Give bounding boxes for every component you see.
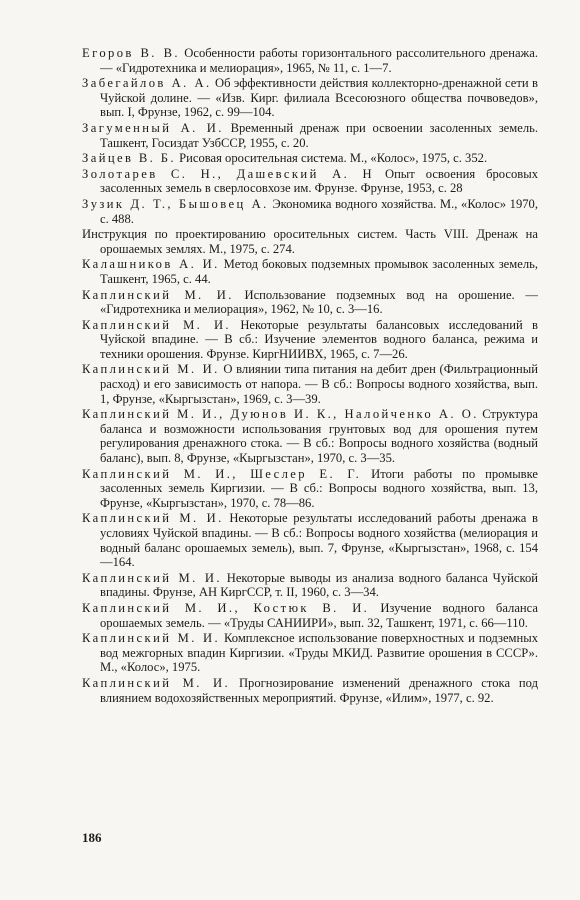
bibliography-entry bbox=[82, 676, 538, 705]
entry-text: Прогнозирование изменений дренажного стока под влиянием водохозяйственных мероприятий. Фрунзе, «Илим», 1977, с. 92. bbox=[100, 675, 538, 705]
bibliography-list bbox=[82, 46, 538, 706]
entry-text: Инструкция по проектированию оросительных систем. Часть VIII. Дренаж на орошаемых землях. М., 1975, с. 274. bbox=[82, 227, 538, 256]
entry-text: Структура баланса и возможности использования грунтовых вод для орошения путем регулирования дренажного стока. — В сб.: Вопросы водного хозяйства (водный баланс), вып. 8, Фрунзе, «Кыргызстан», 1970, с. 3—35. bbox=[100, 407, 538, 466]
entry-text: Рисовая оросительная система. М., «Колос», 1975, с. 352. bbox=[179, 151, 488, 166]
entry-author: Каплинский М. И. bbox=[82, 317, 231, 332]
bibliography-entry bbox=[82, 407, 538, 465]
entry-author: Каплинский М. И. bbox=[82, 675, 231, 690]
bibliography-entry bbox=[82, 227, 538, 256]
entry-author: Калашников А. И. bbox=[82, 257, 220, 272]
bibliography-entry bbox=[82, 197, 538, 226]
bibliography-entry bbox=[82, 121, 538, 150]
entry-author: Каплинский М. И. bbox=[82, 511, 224, 526]
entry-author: Каплинский М. И., Дуюнов И. К., Налойченко А. О. bbox=[82, 407, 479, 422]
bibliography-entry bbox=[82, 257, 538, 286]
entry-author: Каплинский М. И. bbox=[82, 570, 222, 585]
bibliography-entry bbox=[82, 511, 538, 569]
entry-text: Некоторые выводы из анализа водного баланса Чуйской впадины. Фрунзе, АН КиргССР, т. II, 1960, с. 3—34. bbox=[100, 570, 538, 600]
entry-author: Каплинский М. И., Шеслер Е. Г. bbox=[82, 466, 362, 481]
entry-text: Опыт освоения бросовых засоленных земель в сверлосовхозе им. Фрунзе. Фрунзе, 1953, с. 28 bbox=[100, 166, 538, 196]
entry-text: Некоторые результаты исследований работы дренажа в условиях Чуйской впадины. — В сб.: Вопросы водного хозяйства (мелиорация и водный баланс орошаемых земель), вып. 7, Фрунзе, «Кыргызстан», 1968, с. 154—164. bbox=[100, 511, 538, 570]
bibliography-entry bbox=[82, 318, 538, 362]
entry-text: Временный дренаж при освоении засоленных земель. Ташкент, Госиздат УзбССР, 1955, с. 20. bbox=[100, 120, 538, 150]
entry-author: Егоров В. В. bbox=[82, 46, 180, 60]
entry-text: Комплексное использование поверхностных и подземных вод межгорных впадин Киргизии. «Труды МКИД. Развитие орошения в СССР». М., «Колос», 1975. bbox=[100, 631, 539, 675]
entry-text: Метод боковых подземных промывок засоленных земель, Ташкент, 1965, с. 44. bbox=[100, 257, 539, 286]
entry-text: Экономика водного хозяйства. М., «Колос» 1970, с. 488. bbox=[100, 196, 538, 226]
page-number: 186 bbox=[82, 830, 102, 845]
bibliography-entry bbox=[82, 76, 538, 120]
bibliography-entry bbox=[82, 46, 538, 75]
entry-text: Итоги работы по промывке засоленных земель Киргизии. — В сб.: Вопросы водного хозяйства, вып. 13, Фрунзе, «Кыргызстан», 1970, с. 78—86. bbox=[100, 466, 539, 510]
entry-author: Зайцев В. Б. bbox=[82, 151, 176, 166]
bibliography-entry bbox=[82, 151, 538, 166]
entry-text: О влиянии типа питания на дебит дрен (Фильтрационный расход) и его зависимость от напора. — В сб.: Вопросы водного хозяйства, вып. 1, Фрунзе, «Кыргызстан», 1969, с. 3—39. bbox=[100, 362, 538, 406]
bibliography-entry bbox=[82, 288, 538, 317]
entry-author: Каплинский М. И. bbox=[82, 631, 221, 646]
entry-author: Зузик Д. Т., Бышовец А. bbox=[82, 196, 269, 211]
bibliography-entry bbox=[82, 167, 538, 196]
entry-text: Об эффективности действия коллекторно-дренажной сети в Чуйской долине. — «Изв. Кирг. филиала Всесоюзного общества почвоведов», вып. I, Фрунзе, 1962, с. 99—104. bbox=[100, 76, 539, 120]
entry-text: Некоторые результаты балансовых исследований в Чуйской впадине. — В сб.: Изучение элементов водного баланса, режима и техники орошения. Фрунзе. КиргНИИВХ, 1965, с. 7—26. bbox=[100, 317, 538, 361]
bibliography-entry bbox=[82, 571, 538, 600]
entry-author: Загуменный А. И. bbox=[82, 120, 224, 135]
bibliography-entry bbox=[82, 362, 538, 406]
entry-text: Изучение водного баланса орошаемых земель. — «Труды САНИИРИ», вып. 32, Ташкент, 1971, с. 66—110. bbox=[100, 600, 538, 630]
entry-author: Золотарев С. Н., Дашевский А. Н bbox=[82, 166, 374, 181]
entry-author: Каплинский М. И. bbox=[82, 362, 220, 377]
entry-author: Каплинский М. И. bbox=[82, 287, 234, 302]
entry-author: Забегайлов А. А. bbox=[82, 76, 212, 91]
bibliography-entry bbox=[82, 631, 538, 675]
bibliography-entry bbox=[82, 467, 538, 511]
entry-text: Особенности работы горизонтального рассолительного дренажа. — «Гидротехника и мелиорация», 1965, № 11, с. 1—7. bbox=[100, 46, 538, 75]
entry-text: Использование подземных вод на орошение. — «Гидротехника и мелиорация», 1962, № 10, с. 3—16. bbox=[100, 287, 539, 317]
bibliography-entry bbox=[82, 601, 538, 630]
entry-author: Каплинский М. И., Костюк В. И. bbox=[82, 600, 370, 615]
